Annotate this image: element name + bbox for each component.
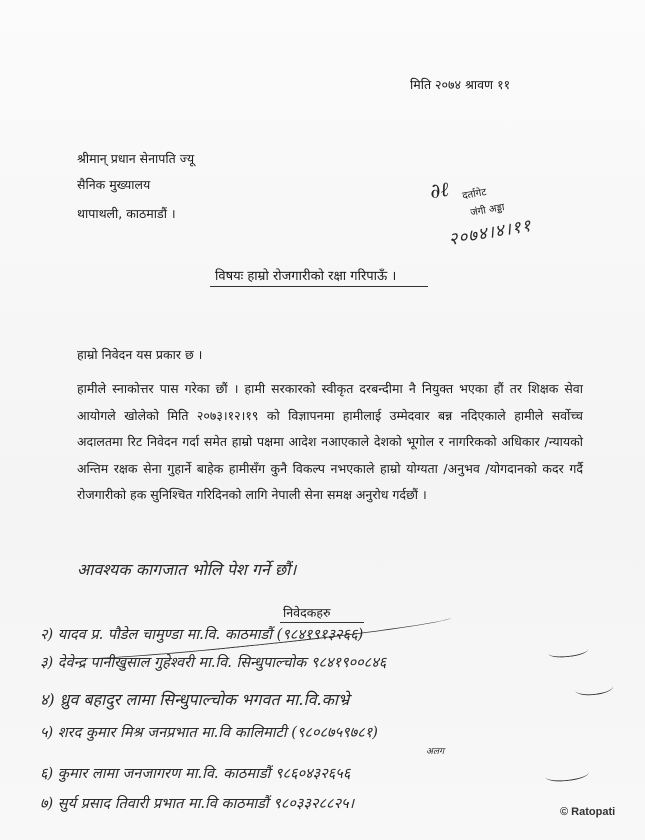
applicant-row: २) यादव प्र. पौडेल चामुण्डा मा.वि. काठमाडौं (९८४१९१३२६६): [40, 627, 364, 643]
watermark: [560, 806, 615, 818]
recipient-line-1: श्रीमान् प्रधान सेनापति ज्यू: [77, 151, 195, 166]
signature-scribble: [544, 766, 589, 784]
signature-mark: ∂ℓ: [428, 176, 451, 204]
stamp-office-line-1: दर्तागेट: [461, 186, 488, 203]
stamp-office-line-2: जंगी अड्डा: [469, 202, 506, 219]
letter-date: मिति २०७४ श्रावण ११: [410, 77, 511, 92]
subject-underline: [210, 286, 428, 287]
received-stamp: [430, 178, 570, 258]
applicant-row: ३) देवेन्द्र पानीखुसाल गुहेश्वरी मा.वि. सिन्धुपाल्चोक ९८४१९००८४६: [40, 655, 387, 671]
signature-scribble: [574, 680, 613, 697]
applicants-heading: निवेदकहरु: [283, 605, 331, 620]
recipient-line-2: सैनिक मुख्यालय: [77, 177, 151, 192]
applicant-row: ५) शरद कुमार मिश्र जनप्रभात मा.वि कालिमाटी (९८०८७५९७८१): [40, 725, 378, 741]
recipient-line-3: थापाथली, काठमाडौं ।: [77, 206, 176, 221]
signature-scribble: [548, 644, 589, 659]
stamp-date: २०७४।४।११: [447, 215, 534, 251]
letter-body: हामीले स्नाकोत्तर पास गरेका छौं । हामी सरकारको स्वीकृत दरबन्दीमा नै नियुक्त भएका हौं तर शिक्षक सेवा आयोगले खोलेको मिति २०७३।१२।१९ को विज्ञापनमा हामीलाई उम्मेदवार बन्न नदिएकाले हामीले सर्वोच्च अदालतमा रिट निवेदन गर्दा समेत हाम्रो पक्षमा आदेश नआएकाले देशको भूगोल र नागरिकको अधिकार /न्यायको अन्तिम रक्षक सेना गुहार्ने बाहेक हामीसँग कुनै विकल्प नभएकाले हाम्रो योग्यता /अनुभव /योगदानको कदर गर्दै रोजगारीको हक सुनिश्चित गरिदिनको लागि नेपाली सेना समक्ष अनुरोध गर्दछौं ।: [77, 381, 583, 502]
handwritten-note: आवश्यक कागजात भोलि पेश गर्ने छौं।: [77, 560, 297, 579]
applicant-row: ६) कुमार लामा जनजागरण मा.वि. काठमाडौं ९८६०४३२६५६: [40, 766, 351, 782]
applicant-row: ७) सुर्य प्रसाद तिवारी प्रभात मा.वि काठमाडौं ९८०३३२८८२५।: [40, 796, 355, 812]
letter-intro: हाम्रो निवेदन यस प्रकार छ ।: [77, 347, 203, 362]
applicant-row: ४) ध्रुव बहादुर लामा सिन्धुपाल्चोक भगवत मा.वि.काभ्रे: [40, 690, 350, 709]
letter-subject: विषयः हाम्रो रोजगारीको रक्षा गरिपाऊँ ।: [215, 269, 397, 284]
margin-annotation: अलग: [426, 747, 445, 757]
watermark-text: © Ratopati: [560, 806, 616, 818]
